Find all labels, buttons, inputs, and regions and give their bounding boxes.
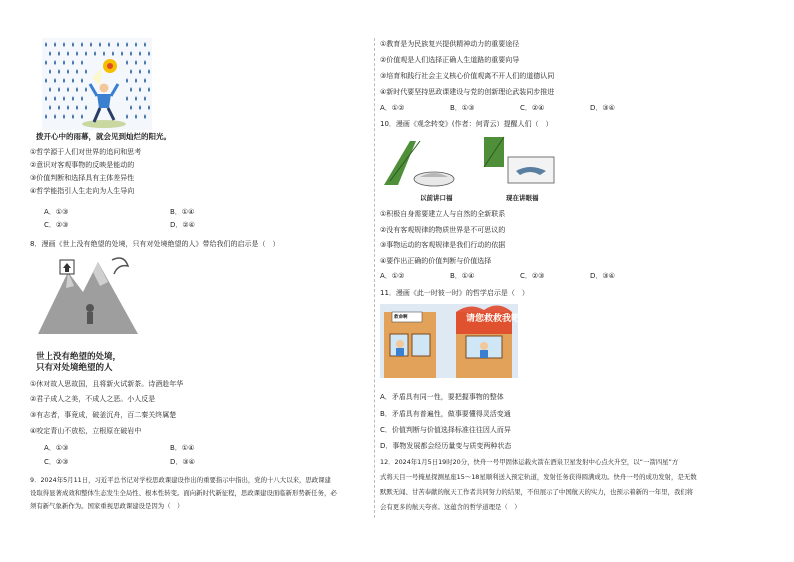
q9-stem-line-2: 设取得显著成效和整体生态发生全局性、根本性转变。面向新时代新征程，思政课建设面临新形势新任务，必	[30, 489, 337, 497]
q10-item-3: ③事物运动的客观规律是我们行动的依据	[380, 241, 506, 249]
q7-options	[30, 208, 375, 229]
q7-option-c[interactable]: C．②③	[44, 221, 69, 229]
q10-item-2: ②没有客观规律的物质世界是不可思议的	[380, 226, 506, 234]
cartoon-concept-change	[380, 135, 570, 199]
cartoon2-caption-line-1: 世上没有绝望的处境，	[36, 352, 122, 362]
q9-item-4: ④新时代要坚持思政课建设与党的创新理论武装同步推进	[380, 88, 555, 96]
q7-item-4: ④哲学能指引人生走向为人生导向	[30, 187, 135, 195]
q11-stem: 11．漫画《此一时彼一时》的哲学启示是（ ）	[380, 289, 529, 297]
q8-option-d[interactable]: D．③④	[170, 458, 195, 466]
q7-item-3: ③价值判断和选择具有主体差异性	[30, 174, 135, 182]
cartoon-mountain	[38, 252, 138, 334]
q9-option-d[interactable]: D．③④	[590, 104, 615, 112]
q7-option-b[interactable]: B．①④	[170, 208, 195, 216]
q10-option-c[interactable]: C．②③	[520, 272, 545, 280]
q10-options	[380, 272, 770, 282]
q10-stem: 10．漫画《观念转变》(作者：何青云）提醒人们（ ）	[380, 120, 553, 128]
q8-item-3: ③有志者，事竟成，破釜沉舟，百二秦关终属楚	[30, 411, 177, 419]
q10-option-d[interactable]: D．③④	[590, 272, 615, 280]
q10-option-a[interactable]: A．①②	[380, 272, 405, 280]
cartoon3-label-now: 现在讲眼福	[506, 194, 539, 202]
q9-options	[380, 104, 770, 114]
q10-option-b[interactable]: B．①④	[450, 272, 475, 280]
cartoon1-caption: 拨开心中的雨幕，就会见到灿烂的阳光。	[36, 132, 171, 141]
q11-option-a[interactable]: A．矛盾具有同一性，要把握事物的整体	[380, 393, 504, 401]
q9-option-c[interactable]: C．②④	[520, 104, 545, 112]
q7-item-1: ①哲学源于人们对世界的追问和思考	[30, 148, 142, 156]
q7-item-2: ②意识对客观事物的反映是能动的	[30, 161, 135, 169]
q12-stem-line-4: 会有更多的航天夸喜。这蕴含的哲学道理是（ ）	[380, 503, 521, 511]
q8-option-b[interactable]: B．①④	[170, 444, 195, 452]
q8-options	[30, 444, 375, 466]
q8-item-2: ②君子成人之美，不成人之恶。小人反是	[30, 395, 156, 403]
q9-stem-line-3: 须有新气象新作为。国家重视思政课建设是因为（ ）	[30, 502, 184, 510]
q12-stem-line-1: 12．2024年1月5日19时20分，快舟一号甲固体运载火箭在酒泉卫星发射中心点火升空，以“一箭四星”方	[380, 458, 679, 466]
q8-option-c[interactable]: C．②③	[44, 458, 69, 466]
q12-stem-line-2: 式将天目一号掩星探测星座15～18星顺利送入预定轨道，发射任务获得圆满成功。快舟一号的成功发射，是无数	[380, 473, 697, 481]
q8-stem: 8．漫画《世上没有绝望的处境，只有对处境绝望的人》带给我们的启示是（ ）	[30, 240, 280, 248]
q9-item-2: ②价值观是人们选择正确人生道路的重要向导	[380, 56, 520, 64]
q9-option-b[interactable]: B．①③	[450, 104, 475, 112]
q11-option-c[interactable]: C．价值判断与价值选择标准往往因人而异	[380, 426, 511, 434]
q8-item-1: ①休对故人思故国，且将新火试新茶。诗酒趁年华	[30, 380, 184, 388]
cartoon4-sign-help: 请您救救我吧	[466, 314, 521, 324]
q7-option-d[interactable]: D．②④	[170, 221, 195, 229]
cartoon3-label-before: 以前讲口福	[420, 194, 453, 202]
q8-option-a[interactable]: A．①③	[44, 444, 69, 452]
q10-item-1: ①积极自身需要建立人与自然的全新联系	[380, 210, 506, 218]
q9-option-a[interactable]: A．①②	[380, 104, 405, 112]
q12-stem-line-3: 默默无闻、甘苦奉献的航天工作者共同努力的结果，不但展示了中国航天的实力，也预示着新的一年里，我们将	[380, 488, 694, 496]
cartoon-rain-sunshine	[42, 38, 152, 130]
q9-item-1: ①教育是为民族复兴提供精神动力的重要途径	[380, 40, 520, 48]
q9-item-3: ③培育和践行社会主义核心价值观离不开人们的道德认同	[380, 72, 555, 80]
q7-option-a[interactable]: A．①③	[44, 208, 69, 216]
cartoon4-sign-request: 救命啊	[394, 315, 408, 320]
cartoon2-caption-line-2: 只有对处境绝望的人	[36, 363, 113, 373]
q9-stem-line-1: 9．2024年5月11日，习近平总书记对学校思政课建设作出的重要指示中指出，党的十八大以来，思政课建	[30, 476, 331, 484]
q10-item-4: ④要作出正确的价值判断与价值选择	[380, 257, 492, 265]
q8-item-4: ④咬定青山不放松，立根原在破岩中	[30, 427, 142, 435]
q11-option-b[interactable]: B．矛盾具有普遍性，做事要懂得灵活变通	[380, 410, 511, 418]
q11-option-d[interactable]: D．事物发展都会经历量变与质变两种状态	[380, 442, 512, 450]
